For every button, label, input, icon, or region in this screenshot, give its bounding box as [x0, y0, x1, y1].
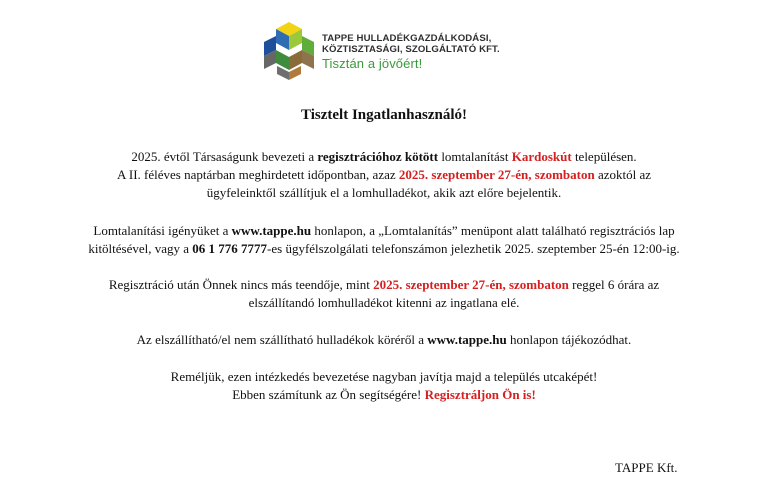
- intro-line-1: [20, 148, 748, 166]
- text: honlapon tájékozódhat.: [506, 332, 632, 347]
- intro-line-3: ügyfeleinktől szállítjuk el a lomhulladékot, akik azt előre bejelentik.: [206, 185, 562, 200]
- bold-text: regisztrációhoz kötött: [317, 149, 439, 164]
- after-registration-line-1: [20, 276, 748, 294]
- logo-cube-icon: [264, 20, 314, 82]
- paragraph-closing: [20, 368, 748, 404]
- paragraph-intro: [20, 148, 748, 202]
- call-to-action: Regisztráljon Ön is!: [424, 387, 536, 402]
- text: Lomtalanítási igényüket a: [93, 223, 232, 238]
- website-link[interactable]: www.tappe.hu: [427, 332, 507, 347]
- text: Regisztráció után Önnek nincs más teendője, mint: [108, 277, 374, 292]
- text: reggel 6 órára az: [568, 277, 660, 292]
- text: Ebben számítunk az Ön segítségére!: [232, 387, 425, 402]
- company-name-line2: KÖZTISZTASÁGI, SZOLGÁLTATÓ KFT.: [322, 44, 500, 55]
- paragraph-info: [20, 331, 748, 349]
- registration-line-1: [20, 222, 748, 240]
- text: -es ügyfélszolgálati telefonszámon jelezhetik 2025. szeptember 25-én 12:00-ig.: [267, 241, 680, 256]
- text: Az elszállítható/el nem szállítható hulladékok köréről a: [136, 332, 428, 347]
- text: honlapon, a „Lomtalanítás” menüpont alatt található regisztrációs lap: [311, 223, 675, 238]
- settlement-name: Kardoskút: [511, 149, 572, 164]
- text: kitöltésével, vagy a: [88, 241, 193, 256]
- company-name-line1: TAPPE HULLADÉKGAZDÁLKODÁSI,: [322, 33, 492, 44]
- closing-line-1: Reméljük, ezen intézkedés bevezetése nagyban javítja majd a település utcaképét!: [170, 369, 598, 384]
- website-link[interactable]: www.tappe.hu: [231, 223, 312, 238]
- company-logo: [264, 20, 524, 82]
- after-registration-line-2: elszállítandó lomhulladékot kitenni az ingatlana elé.: [248, 295, 520, 310]
- paragraph-after-registration: [20, 276, 748, 312]
- closing-line-2: [20, 386, 748, 404]
- text: lomtalanítást: [438, 149, 512, 164]
- collection-date: 2025. szeptember 27-én, szombaton: [373, 277, 569, 292]
- logo-text: [322, 33, 500, 71]
- text: azoktól az: [594, 167, 652, 182]
- page-title: Tisztelt Ingatlanhasználó!: [301, 107, 467, 123]
- collection-date: 2025. szeptember 27-én, szombaton: [398, 167, 595, 182]
- intro-line-2: [20, 166, 748, 184]
- company-slogan: Tisztán a jövőért!: [322, 56, 423, 71]
- signature: TAPPE Kft.: [615, 460, 678, 475]
- paragraph-registration: [20, 222, 748, 258]
- text: A II. féléves naptárban meghirdetett időpontban, azaz: [116, 167, 399, 182]
- text: 2025. évtől Társaságunk bevezeti a: [131, 149, 318, 164]
- text: településen.: [571, 149, 637, 164]
- registration-line-2: [20, 240, 748, 258]
- phone-number: 06 1 776 7777: [192, 241, 268, 256]
